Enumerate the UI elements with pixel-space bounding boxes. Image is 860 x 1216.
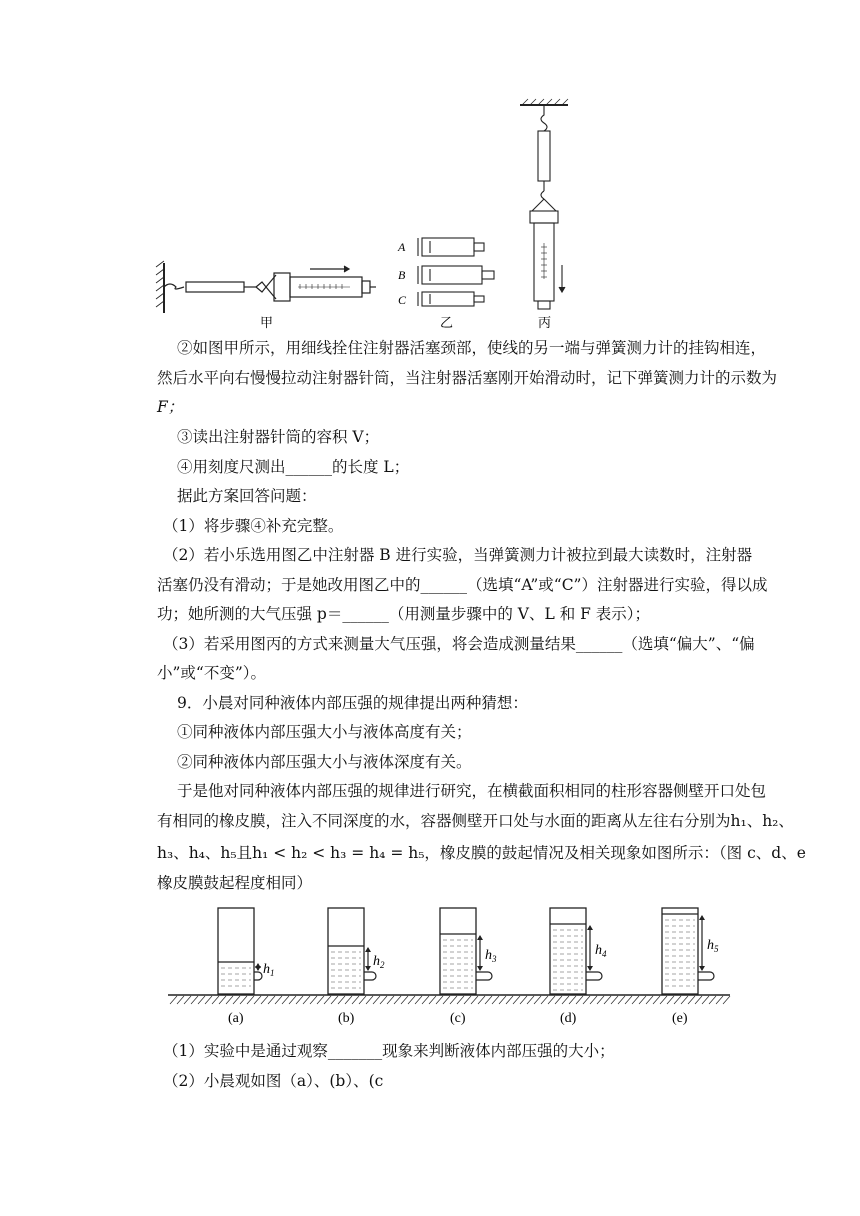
question-3-line1: （3）若采用图丙的方式来测量大气压强，将会造成测量结果______（选填“偏大”、“偏 <box>163 635 755 653</box>
h-label-5: $h_5$ <box>707 938 719 954</box>
container-a <box>218 908 275 1026</box>
ground <box>168 995 730 1004</box>
h-label-2: $h_2$ <box>373 954 385 970</box>
question-2-line3: 功；她所测的大气压强 p＝______（用测量步骤中的 V、L 和 F 表示）； <box>157 605 651 623</box>
h-label-3: $h_3$ <box>485 948 497 964</box>
step4: ④用刻度尺测出______的长度 L； <box>177 458 410 476</box>
figure-liquid-pressure <box>160 900 740 1030</box>
problem-9-body-line4: 橡皮膜鼓起程度相同） <box>157 874 313 892</box>
answer-intro: 据此方案回答问题： <box>177 487 317 505</box>
container-d <box>550 908 607 1026</box>
caption-d: (d) <box>560 1011 577 1026</box>
container-b <box>328 908 385 1026</box>
figure-syringe-experiment <box>150 95 590 335</box>
figure-jia <box>156 261 376 313</box>
caption-c: (c) <box>450 1011 466 1026</box>
figure-yi <box>418 238 494 306</box>
label-jia: 甲 <box>260 315 274 330</box>
step2-line2: 然后水平向右慢慢拉动注射器针筒，当注射器活塞刚开始滑动时，记下弹簧测力计的示数为 <box>157 369 778 387</box>
question-3-line2: 小”或“不变”）。 <box>157 664 267 682</box>
caption-e: (e) <box>672 1011 688 1026</box>
problem-9-title: 9．小晨对同种液体内部压强的规律提出两种猜想： <box>177 694 528 712</box>
problem-9-body-line1: 于是他对同种液体内部压强的规律进行研究，在横截面积相同的柱形容器侧壁开口处包 <box>177 782 767 800</box>
problem-9-body-line2: 有相同的橡皮膜，注入不同深度的水，容器侧壁开口处与水面的距离从左往右分别为h₁、h₂、 <box>157 812 794 830</box>
step2-line3: F； <box>157 398 184 416</box>
label-bing: 丙 <box>538 315 552 330</box>
syringe-letter-a: A <box>398 240 406 254</box>
container-c <box>440 908 497 1026</box>
problem-9-body-line3: h₃、h₄、h₅且h₁ < h₂ < h₃ = h₄ = h₅，橡皮膜的鼓起情况及相关现象如图所示：（图 c、d、e <box>157 844 806 862</box>
caption-b: (b) <box>338 1011 355 1026</box>
h-label-1: $h_1$ <box>263 962 275 978</box>
question-2-line1: （2）若小乐选用图乙中注射器 B 进行实验，当弹簧测力计被拉到最大读数时，注射器 <box>163 546 753 564</box>
syringe-letter-b: B <box>398 268 406 282</box>
caption-a: (a) <box>228 1011 244 1026</box>
guess-2: ②同种液体内部压强大小与液体深度有关。 <box>177 753 472 771</box>
figure-bing <box>520 99 568 309</box>
label-yi: 乙 <box>440 315 454 330</box>
container-e <box>662 908 719 1026</box>
syringe-letter-c: C <box>398 293 407 307</box>
step3: ③读出注射器针筒的容积 V； <box>177 428 380 446</box>
step2-line1: ②如图甲所示，用细线拴住注射器活塞颈部，使线的另一端与弹簧测力计的挂钩相连， <box>177 339 767 357</box>
h-label-4: $h_4$ <box>595 943 607 959</box>
question-2-line2: 活塞仍没有滑动；于是她改用图乙中的______（选填“A”或“C”）注射器进行实验，得以成 <box>157 576 768 594</box>
sub-question-2: （2）小晨观如图（a）、(b）、(c <box>163 1072 384 1090</box>
guess-1: ①同种液体内部压强大小与液体高度有关； <box>177 723 472 741</box>
sub-question-1: （1）实验中是通过观察_______现象来判断液体内部压强的大小； <box>163 1042 615 1060</box>
question-1: （1）将步骤④补充完整。 <box>163 517 344 535</box>
